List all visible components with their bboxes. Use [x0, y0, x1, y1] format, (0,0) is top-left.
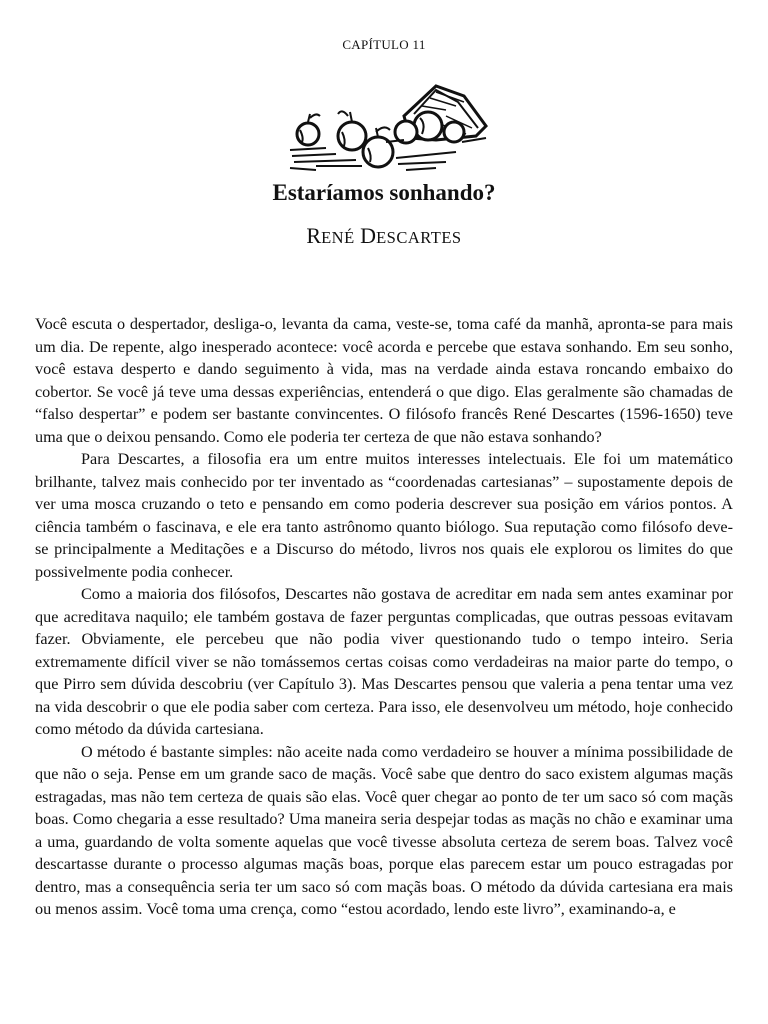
apples-and-sack-icon — [286, 76, 492, 178]
chapter-label: CAPÍTULO 11 — [342, 37, 426, 52]
author-last-rest: ESCARTES — [376, 228, 462, 247]
paragraph-1: Você escuta o despertador, desliga-o, levanta da cama, veste-se, toma café da manhã, apronta-se para mais um dia. De repente, algo inesperado acontece: você acorda e percebe que estava sonhando. Em seu sonho, você estava desperto e dando seguimento à vida, mas na verdade ainda estava roncando embaixo do cobertor. Se você já teve uma dessas experiências, entenderá o que digo. Elas geralmente são chamadas de “falso despertar” e podem ser bastante convincentes. O filósofo francês René Descartes (1596-1650) teve uma que o deixou pensando. Como ele poderia ter certeza de que não estava sonhando? — [35, 315, 733, 446]
author-first-initial: R — [306, 223, 322, 248]
chapter-title: Estaríamos sonhando? — [272, 180, 496, 205]
author-name — [0, 223, 768, 249]
author-last-initial: D — [360, 223, 377, 248]
paragraph-3: Como a maioria dos filósofos, Descartes não gostava de acreditar em nada sem antes examinar por que acreditava naquilo; ele também gostava de fazer perguntas complicadas, que outras pessoas evitavam fazer. Obviamente, ele percebeu que não podia viver questionando tudo o tempo inteiro. Seria extremamente difícil viver se não tomássemos certas coisas como verdadeiras na maior parte do tempo, o que Pirro sem dúvida descobriu (ver Capítulo 3). Mas Descartes pensou que valeria a pena tentar uma vez na vida descobrir o que ele podia saber com certeza. Para isso, ele desenvolveu um método, hoje conhecido como método da dúvida cartesiana. — [35, 585, 733, 738]
body-text — [35, 313, 733, 921]
author-first-rest: ENÉ — [321, 228, 355, 247]
paragraph-4: O método é bastante simples: não aceite nada como verdadeiro se houver a mínima possibilidade de que não o seja. Pense em um grande saco de maçãs. Você sabe que dentro do saco existem algumas maçãs estragadas, mas não tem certeza de quais são elas. Você quer chegar ao ponto de ter um saco só com maçãs boas. Como chegaria a esse resultado? Uma maneira seria despejar todas as maçãs no chão e examinar uma a uma, guardando de volta somente aquelas que você tivesse absoluta certeza de serem boas. Talvez você descartasse durante o processo algumas maçãs boas, porque elas parecem estar um pouco estragadas por dentro, mas a consequência seria ter um saco só com maçãs boas. O método da dúvida cartesiana era mais ou menos assim. Você toma uma crença, como “estou acordado, lendo este livro”, examinando-a, e — [35, 742, 733, 918]
paragraph-2: Para Descartes, a filosofia era um entre muitos interesses intelectuais. Ele foi um matemático brilhante, talvez mais conhecido por ter inventado as “coordenadas cartesianas” – supostamente depois de ver uma mosca cruzando o teto e pensando em como poderia descrever sua posição em vários pontos. A ciência também o fascinava, e ele era tanto astrônomo quanto biólogo. Sua reputação como filósofo deve-se principalmente a Meditações e a Discurso do método, livros nos quais ele explorou os limites do que possivelmente podia conhecer. — [35, 450, 733, 581]
